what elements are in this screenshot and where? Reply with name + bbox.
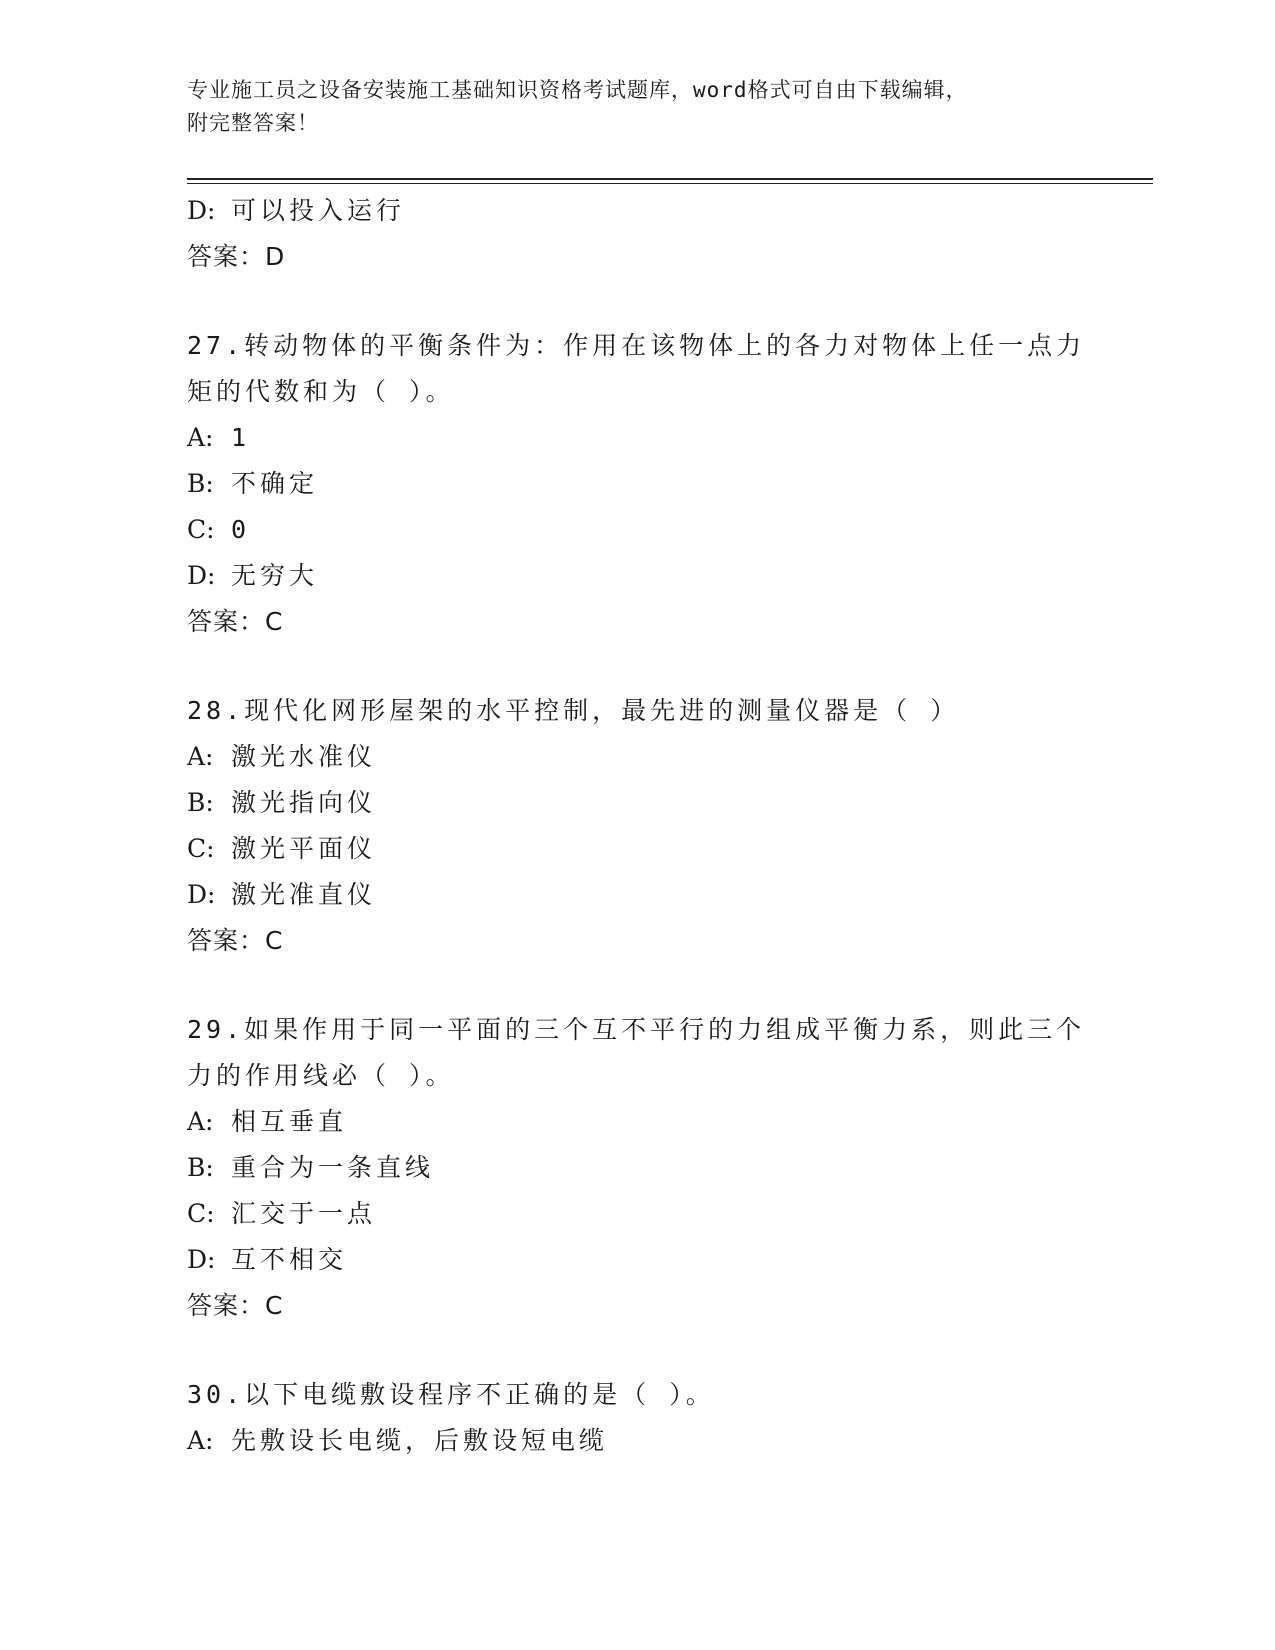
spacer — [187, 645, 1087, 688]
spacer — [187, 1329, 1087, 1372]
question-text-line-1: 29.如果作用于同一平面的三个互不平行的力组成平衡力系，则此三个 — [187, 1015, 1086, 1044]
answer-line: 答案：C — [187, 607, 284, 636]
spacer — [187, 964, 1087, 1007]
option-label: B: — [187, 788, 214, 817]
option-text: 汇交于一点 — [231, 1199, 377, 1228]
question-28 — [187, 688, 1087, 964]
option-label: D: — [187, 561, 216, 590]
option-label: A: — [187, 423, 214, 452]
option-label: C: — [187, 1199, 215, 1228]
option-c — [187, 1191, 1087, 1237]
option-label: B: — [187, 469, 214, 498]
option-text: 无穷大 — [231, 561, 319, 590]
option-b — [187, 780, 1087, 826]
option-d — [187, 553, 1087, 599]
option-label: A: — [187, 1107, 214, 1136]
header-line-1: 专业施工员之设备安装施工基础知识资格考试题库，word格式可自由下载编辑， — [187, 78, 968, 102]
answer-line: 答案：D — [187, 242, 286, 271]
question-30 — [187, 1372, 1087, 1464]
question-text-line-1: 28.现代化网形屋架的水平控制，最先进的测量仪器是（ ） — [187, 696, 960, 725]
question-29 — [187, 1007, 1087, 1329]
option-text: 1 — [231, 423, 251, 452]
question-text-line-1: 30.以下电缆敷设程序不正确的是（ ）。 — [187, 1380, 715, 1409]
option-text: 先敷设长电缆，后敷设短电缆 — [231, 1426, 609, 1455]
option-a — [187, 734, 1087, 780]
header-divider-thick — [187, 178, 1153, 180]
option-b — [187, 1145, 1087, 1191]
option-label: A: — [187, 1426, 214, 1455]
option-label: D: — [187, 1245, 216, 1274]
option-c — [187, 507, 1087, 553]
question-list — [187, 188, 1087, 1464]
option-c — [187, 826, 1087, 872]
option-text: 相互垂直 — [231, 1107, 348, 1136]
option-text: 重合为一条直线 — [231, 1153, 435, 1182]
option-label: C: — [187, 515, 215, 544]
option-text: 可以投入运行 — [231, 196, 406, 225]
option-label: D: — [187, 880, 216, 909]
option-label: C: — [187, 834, 215, 863]
header-divider-thin — [187, 183, 1153, 184]
option-a — [187, 415, 1087, 461]
option-text: 激光水准仪 — [231, 742, 377, 771]
option-text: 不确定 — [231, 469, 319, 498]
question-text-line-2: 力的作用线必（ ）。 — [187, 1061, 455, 1090]
option-text: 激光指向仪 — [231, 788, 377, 817]
option-b — [187, 461, 1087, 507]
option-label: B: — [187, 1153, 214, 1182]
question-text-line-2: 矩的代数和为（ ）。 — [187, 377, 455, 406]
option-d — [187, 1237, 1087, 1283]
option-text: 0 — [231, 515, 251, 544]
answer-line: 答案：C — [187, 926, 284, 955]
option-text: 激光准直仪 — [231, 880, 377, 909]
option-text: 互不相交 — [231, 1245, 348, 1274]
option-d — [187, 188, 1087, 234]
option-text: 激光平面仪 — [231, 834, 377, 863]
question-27 — [187, 323, 1087, 645]
option-label: A: — [187, 742, 214, 771]
option-a — [187, 1418, 1087, 1464]
option-label: D: — [187, 196, 216, 225]
document-header — [187, 74, 1067, 140]
answer-line: 答案：C — [187, 1291, 284, 1320]
spacer — [187, 280, 1087, 323]
header-line-2: 附完整答案！ — [187, 111, 319, 135]
question-text-line-1: 27.转动物体的平衡条件为：作用在该物体上的各力对物体上任一点力 — [187, 331, 1086, 360]
option-d — [187, 872, 1087, 918]
option-a — [187, 1099, 1087, 1145]
